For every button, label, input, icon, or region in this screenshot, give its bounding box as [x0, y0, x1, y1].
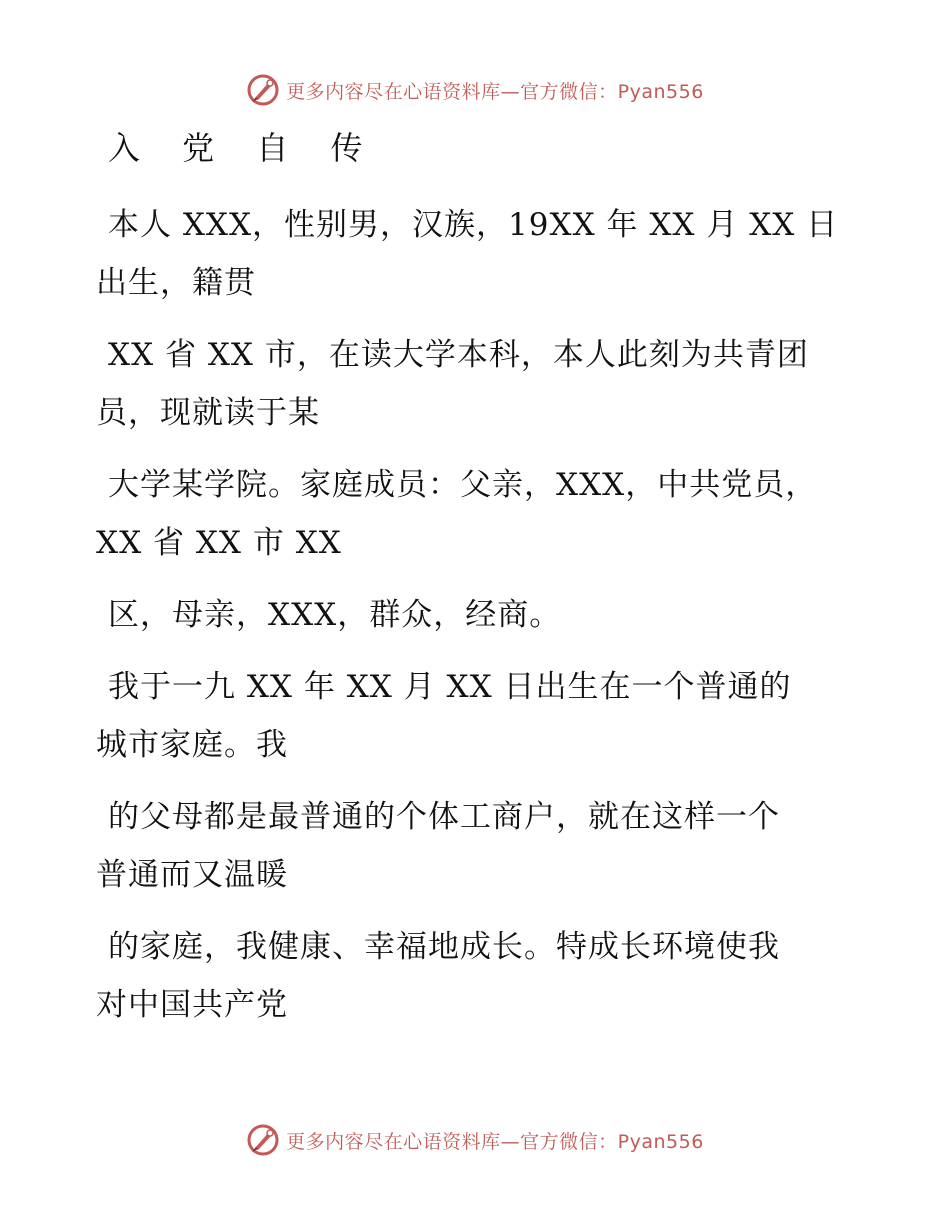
- footer-watermark: [0, 1120, 950, 1160]
- paragraph: [96, 918, 856, 1034]
- paragraph: [96, 196, 856, 312]
- paragraph: [96, 456, 856, 572]
- header-watermark: [0, 70, 950, 110]
- document-title: 入 党 自 传: [108, 129, 379, 167]
- paragraph-line: 员，现就读于某: [96, 395, 320, 431]
- watermark-text: 更多内容尽在心语资料库—官方微信：Pyan556: [286, 1130, 704, 1153]
- paragraph-line: 对中国共产党: [96, 987, 288, 1023]
- paragraph-line: 的家庭，我健康、幸福地成长。特成长环境使我: [108, 929, 780, 965]
- paragraph-line: 我于一九 XX 年 XX 月 XX 日出生在一个普通的: [108, 669, 792, 705]
- paragraph-line: XX 省 XX 市 XX: [96, 525, 342, 561]
- paragraph-line: 区，母亲，XXX，群众，经商。: [108, 597, 562, 633]
- quill-pen-logo-icon: [246, 1123, 280, 1157]
- paragraph-line: 出生，籍贯: [96, 265, 256, 301]
- paragraph-line: XX 省 XX 市，在读大学本科，本人此刻为共青团: [108, 337, 809, 373]
- paragraph: [96, 658, 856, 774]
- paragraph: [96, 326, 856, 442]
- quill-pen-logo-icon: [246, 73, 280, 107]
- paragraph-line: 的父母都是最普通的个体工商户，就在这样一个: [108, 799, 780, 835]
- paragraph: [96, 788, 856, 904]
- paragraph-line: 大学某学院。家庭成员：父亲，XXX，中共党员，: [108, 467, 818, 503]
- watermark-text: 更多内容尽在心语资料库—官方微信：Pyan556: [286, 80, 704, 103]
- paragraph-line: 本人 XXX，性别男，汉族，19XX 年 XX 月 XX 日: [108, 207, 839, 243]
- paragraph: [96, 586, 856, 644]
- document-body: [96, 122, 856, 1048]
- paragraph-line: 城市家庭。我: [96, 727, 288, 763]
- paragraph-line: 普通而又温暖: [96, 857, 288, 893]
